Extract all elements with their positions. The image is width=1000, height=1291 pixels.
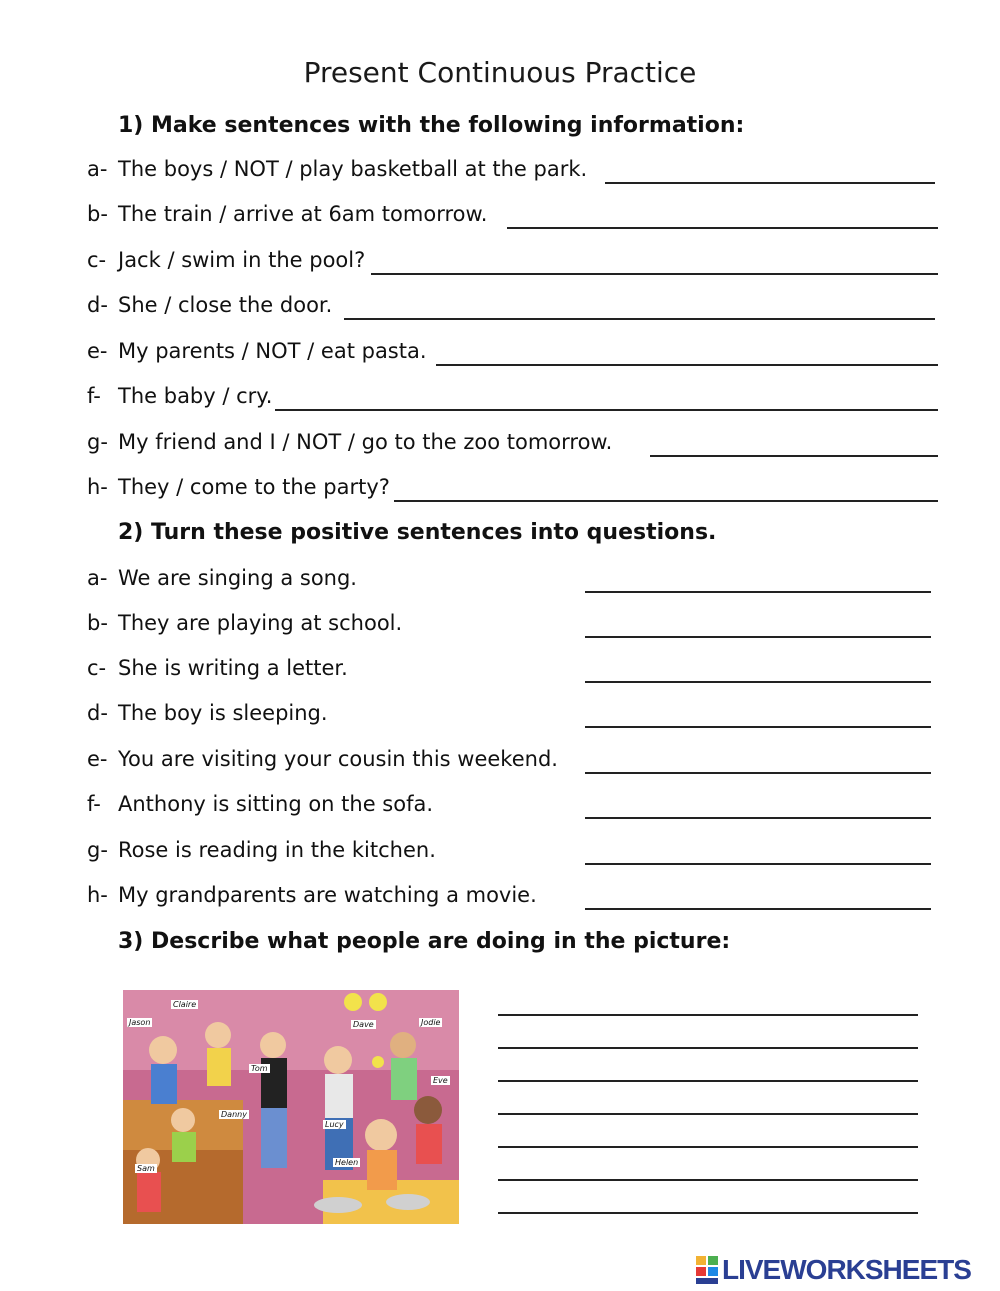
s2-row-letter: a-	[87, 566, 108, 590]
s2-row-letter: f-	[87, 792, 101, 816]
page-title: Present Continuous Practice	[303, 56, 697, 89]
s2-row-letter: b-	[87, 611, 108, 635]
s1-row-text: My parents / NOT / eat pasta.	[118, 339, 427, 363]
s2-answer-c[interactable]	[585, 657, 931, 683]
s3-answer-line-3[interactable]	[498, 1060, 918, 1082]
s2-row-letter: c-	[87, 656, 107, 680]
picture-label-claire: Claire	[173, 1000, 197, 1009]
s3-answer-line-6[interactable]	[498, 1159, 918, 1181]
s2-answer-b[interactable]	[585, 612, 931, 638]
s2-answer-e[interactable]	[585, 748, 931, 774]
s2-answer-h[interactable]	[585, 884, 931, 910]
s2-row-text: They are playing at school.	[118, 611, 403, 635]
picture-label-tom: Tom	[251, 1064, 268, 1073]
brand-name: LIVEWORKSHEETS	[722, 1254, 971, 1285]
s2-row-letter: e-	[87, 747, 108, 771]
s2-row-letter: d-	[87, 701, 108, 725]
s1-answer-c[interactable]	[371, 249, 938, 275]
s1-answer-d[interactable]	[344, 294, 935, 320]
s1-row-letter: b-	[87, 202, 108, 226]
s1-answer-b[interactable]	[507, 203, 938, 229]
picture-label-eve: Eve	[433, 1076, 448, 1085]
picture-label-helen: Helen	[335, 1158, 359, 1167]
s3-answer-line-1[interactable]	[498, 994, 918, 1016]
s3-answer-line-5[interactable]	[498, 1126, 918, 1148]
s2-answer-d[interactable]	[585, 702, 931, 728]
picture-label-sam: Sam	[137, 1164, 155, 1173]
picture-label-dave: Dave	[353, 1020, 374, 1029]
s3-answer-line-2[interactable]	[498, 1027, 918, 1049]
s2-row-text: She is writing a letter.	[118, 656, 348, 680]
s1-row-letter: g-	[87, 430, 108, 454]
s1-row-letter: e-	[87, 339, 108, 363]
s2-row-text: The boy is sleeping.	[118, 701, 328, 725]
s1-row-letter: h-	[87, 475, 108, 499]
s1-answer-h[interactable]	[394, 476, 938, 502]
s1-answer-g[interactable]	[650, 431, 938, 457]
s2-row-letter: g-	[87, 838, 108, 862]
s1-answer-e[interactable]	[436, 340, 938, 366]
section-3-heading: 3) Describe what people are doing in the picture:	[118, 929, 731, 954]
s1-row-letter: c-	[87, 248, 107, 272]
s1-row-text: The baby / cry.	[118, 384, 273, 408]
s1-row-text: She / close the door.	[118, 293, 333, 317]
s1-row-text: My friend and I / NOT / go to the zoo tomorrow.	[118, 430, 613, 454]
s1-row-text: They / come to the party?	[118, 475, 390, 499]
s2-row-text: My grandparents are watching a movie.	[118, 883, 537, 907]
s3-answer-line-4[interactable]	[498, 1093, 918, 1115]
s2-row-text: Rose is reading in the kitchen.	[118, 838, 436, 862]
picture-label-jodie: Jodie	[421, 1018, 441, 1027]
s1-row-text: The train / arrive at 6am tomorrow.	[118, 202, 488, 226]
s1-answer-a[interactable]	[605, 158, 935, 184]
party-scene-drawing	[123, 990, 459, 1224]
s1-row-text: Jack / swim in the pool?	[118, 248, 366, 272]
s1-answer-f[interactable]	[275, 385, 938, 411]
picture-label-danny: Danny	[221, 1110, 247, 1119]
liveworksheets-logo-icon	[696, 1256, 720, 1286]
s2-answer-g[interactable]	[585, 839, 931, 865]
s1-row-letter: f-	[87, 384, 101, 408]
s3-answer-line-7[interactable]	[498, 1192, 918, 1214]
s2-answer-a[interactable]	[585, 567, 931, 593]
picture-label-lucy: Lucy	[325, 1120, 344, 1129]
s2-row-letter: h-	[87, 883, 108, 907]
s1-row-letter: a-	[87, 157, 108, 181]
picture-label-jason: Jason	[129, 1018, 151, 1027]
party-illustration	[123, 990, 459, 1224]
section-2-heading: 2) Turn these positive sentences into questions.	[118, 520, 717, 545]
s2-row-text: Anthony is sitting on the sofa.	[118, 792, 434, 816]
s2-row-text: We are singing a song.	[118, 566, 357, 590]
s1-row-letter: d-	[87, 293, 108, 317]
section-1-heading: 1) Make sentences with the following information:	[118, 113, 745, 138]
s2-row-text: You are visiting your cousin this weekend.	[118, 747, 558, 771]
s2-answer-f[interactable]	[585, 793, 931, 819]
s1-row-text: The boys / NOT / play basketball at the park.	[118, 157, 588, 181]
